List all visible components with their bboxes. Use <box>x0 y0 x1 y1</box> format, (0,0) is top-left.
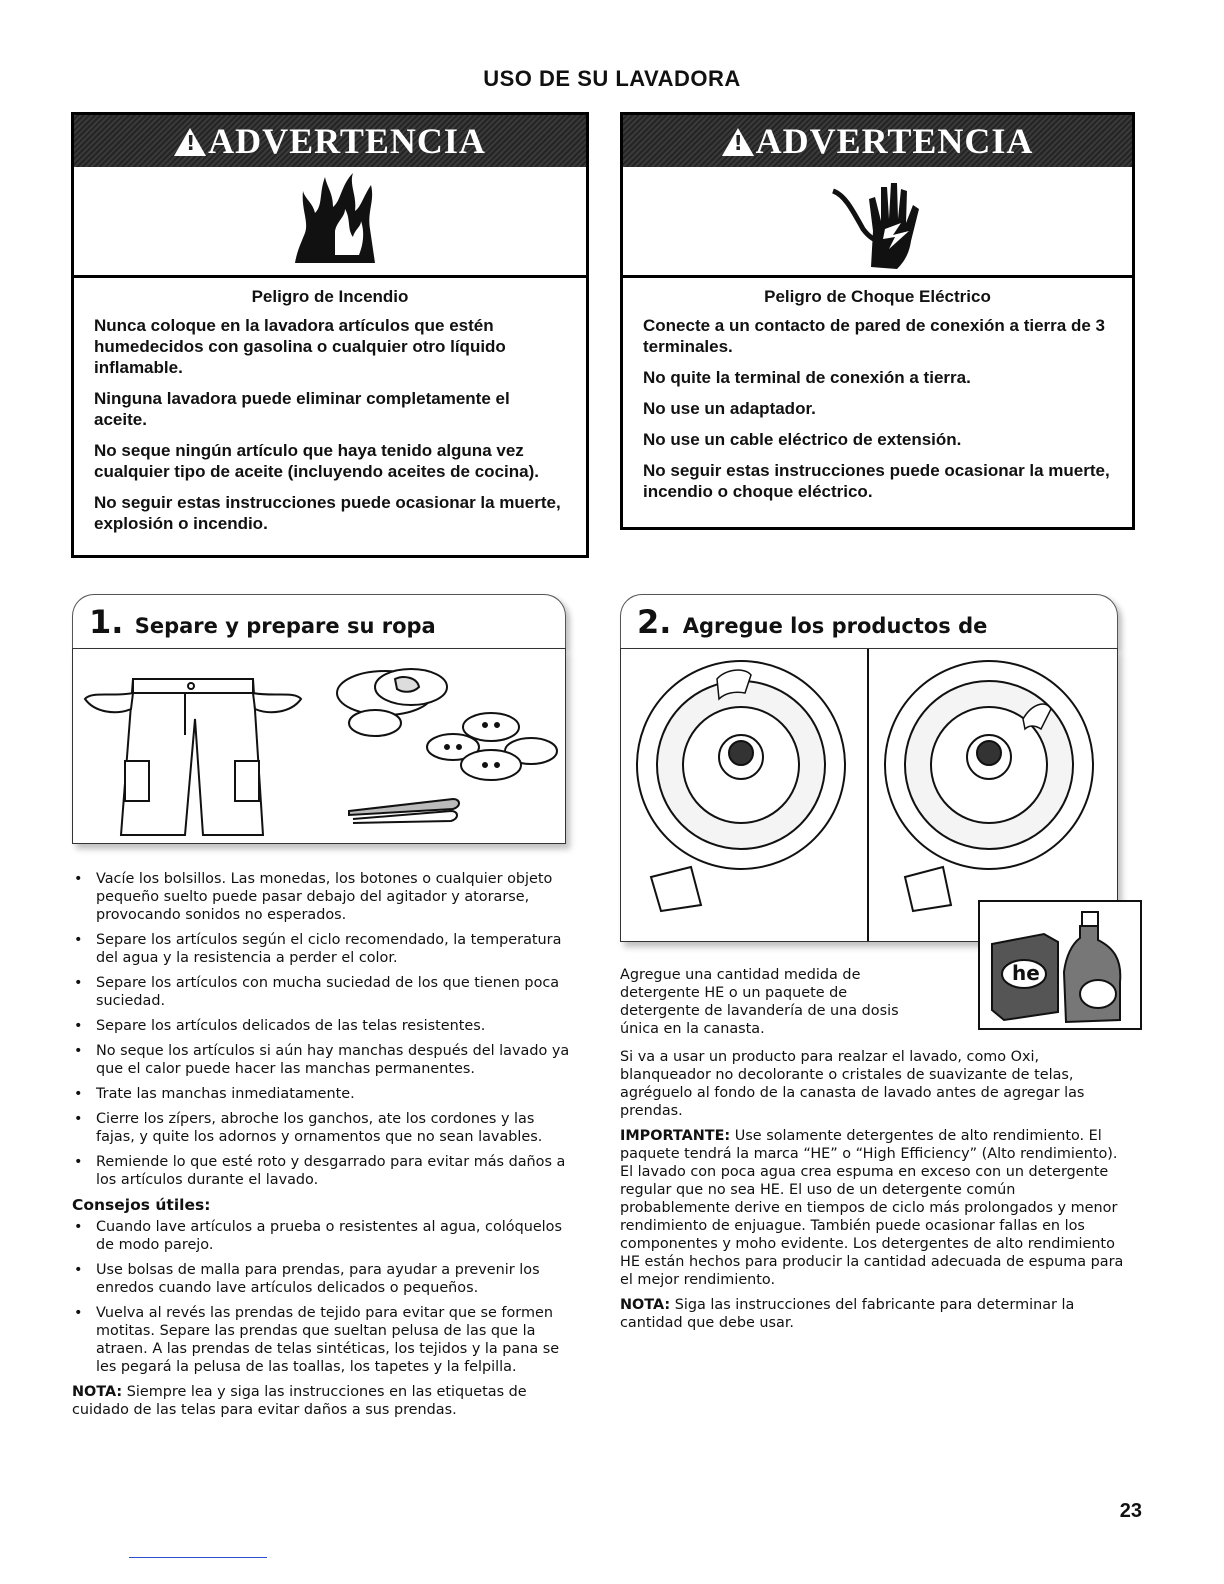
warning-header-label: ADVERTENCIA <box>755 121 1034 161</box>
shock-icon-panel <box>623 167 1132 278</box>
warning-line: No seguir estas instrucciones puede ocasionar la muerte, incendio o choque eléctrico. <box>643 461 1110 501</box>
washer-basket-illustration <box>621 649 1117 941</box>
step1-illustration <box>72 648 566 844</box>
step2-important <box>620 1127 1124 1289</box>
hazard-title: Peligro de Choque Eléctrico <box>764 287 991 306</box>
warning-line: Conecte a un contacto de pared de conexión a tierra de 3 terminales. <box>643 316 1105 356</box>
list-item: • Separe los artículos con mucha suciedad de los que tienen poca suciedad. <box>72 974 572 1010</box>
note-label: NOTA: <box>72 1384 123 1400</box>
step2-text <box>620 1048 1124 1339</box>
page-title: USO DE SU LAVADORA <box>483 66 741 91</box>
important-text: Use solamente detergentes de alto rendimiento. El paquete tendrá la marca “HE” o “High Efficiency” (Alto rendimiento). El lavado con poca agua crea espuma en exceso con un detergente regular que no sea HE. El uso de un detergente común probablemente derive en tiempos de ciclo más prolongados y menor rendimiento de enjuague. También puede ocasionar fallas en los componentes y moho evidente. Los detergentes de alto rendimiento HE están hechos para producir la cantidad adecuada de espuma para el mejor rendimiento. <box>620 1128 1124 1288</box>
warning-body <box>74 278 586 534</box>
step2-caption: Agregue una cantidad medida de detergente HE o un paquete de detergente de lavandería de una dosis única en la canasta. <box>620 967 899 1037</box>
list-item: • Vacíe los bolsillos. Las monedas, los botones o cualquier objeto pequeño suelto puede pasar debajo del agitador y atorarse, provocando sonidos no esperados. <box>72 870 572 924</box>
detergent-bottle-icon <box>980 902 1140 1028</box>
warning-triangle-icon <box>174 128 206 156</box>
step2-paragraph: Si va a usar un producto para realzar el lavado, como Oxi, blanqueador no decolorante o cristales de suavizante de telas, agréguelo al fondo de la canasta de lavado antes de agregar las prendas. <box>620 1049 1085 1119</box>
warning-line: No seque ningún artículo que haya tenido alguna vez cualquier tipo de aceite (incluyendo aceites de cocina). <box>94 441 539 481</box>
list-item: • Use bolsas de malla para prendas, para ayudar a prevenir los enredos cuando lave artículos delicados o pequeños. <box>72 1261 572 1297</box>
step1-title <box>72 594 566 648</box>
electric-shock-icon <box>823 171 933 271</box>
step2-number: 2. <box>637 603 672 641</box>
note-text: Siempre lea y siga las instrucciones en las etiquetas de cuidado de las telas para evitar daños a sus prendas. <box>72 1384 527 1418</box>
page-number: 23 <box>1119 1500 1142 1522</box>
warning-line: No use un adaptador. <box>643 399 816 418</box>
list-item: • Cuando lave artículos a prueba o resistentes al agua, colóquelos de modo parejo. <box>72 1218 572 1254</box>
he-logo-text: he <box>1012 961 1040 985</box>
warning-body <box>623 278 1132 502</box>
step2-title-text: Agregue los productos de <box>682 614 988 638</box>
list-item: • Remiende lo que esté roto y desgarrado para evitar más daños a los artículos durante el lavado. <box>72 1153 572 1189</box>
fire-warning-box <box>71 112 589 558</box>
step1-bullet-list <box>72 870 572 1189</box>
tips-list <box>72 1218 572 1376</box>
step1-number: 1. <box>89 603 124 641</box>
warning-header <box>623 115 1132 167</box>
hazard-title: Peligro de Incendio <box>251 287 409 306</box>
step2-title <box>620 594 1118 648</box>
step1-title-text: Separe y prepare su ropa <box>134 614 436 638</box>
list-item: • Cierre los zípers, abroche los ganchos, ate los cordones y las fajas, y quite los adornos y ornamentos que no sean lavables. <box>72 1110 572 1146</box>
warning-header-label: ADVERTENCIA <box>208 121 486 161</box>
tips-heading: Consejos útiles: <box>72 1196 211 1214</box>
list-item: • Separe los artículos según el ciclo recomendado, la temperatura del agua y la resistencia a perder el color. <box>72 931 572 967</box>
note-label: NOTA: <box>620 1297 671 1313</box>
step1-note <box>72 1383 572 1419</box>
step1-text <box>72 870 572 1426</box>
warning-line: Ninguna lavadora puede eliminar completamente el aceite. <box>94 389 510 429</box>
important-label: IMPORTANTE: <box>620 1128 731 1144</box>
warning-line: No quite la terminal de conexión a tierra. <box>643 368 971 387</box>
warning-triangle-icon <box>722 128 754 156</box>
list-item: • Separe los artículos delicados de las telas resistentes. <box>72 1017 572 1035</box>
he-products-box <box>978 900 1142 1030</box>
warning-line: No seguir estas instrucciones puede ocasionar la muerte, explosión o incendio. <box>94 493 561 533</box>
warning-line: No use un cable eléctrico de extensión. <box>643 430 962 449</box>
shock-warning-box <box>620 112 1135 530</box>
fire-icon-panel <box>74 167 586 278</box>
note-text: Siga las instrucciones del fabricante para determinar la cantidad que debe usar. <box>620 1297 1075 1331</box>
pants-coins-buttons-illustration <box>73 649 565 843</box>
list-item: • Vuelva al revés las prendas de tejido para evitar que se formen motitas. Separe las prendas que sueltan pelusa de las que la atraen. A las prendas de telas sintéticas, los tejidos y la pana se les pegará la pelusa de las toallas, los tapetes y la felpilla. <box>72 1304 572 1376</box>
warning-header <box>74 115 586 167</box>
step2-illustration <box>620 648 1118 942</box>
step2-note <box>620 1296 1124 1332</box>
fire-icon <box>275 171 385 271</box>
footer-divider <box>129 1557 267 1558</box>
list-item: • Trate las manchas inmediatamente. <box>72 1085 572 1103</box>
list-item: • No seque los artículos si aún hay manchas después del lavado ya que el calor puede hacer las manchas permanentes. <box>72 1042 572 1078</box>
warning-line: Nunca coloque en la lavadora artículos que estén humedecidos con gasolina o cualquier otro líquido inflamable. <box>94 316 506 377</box>
